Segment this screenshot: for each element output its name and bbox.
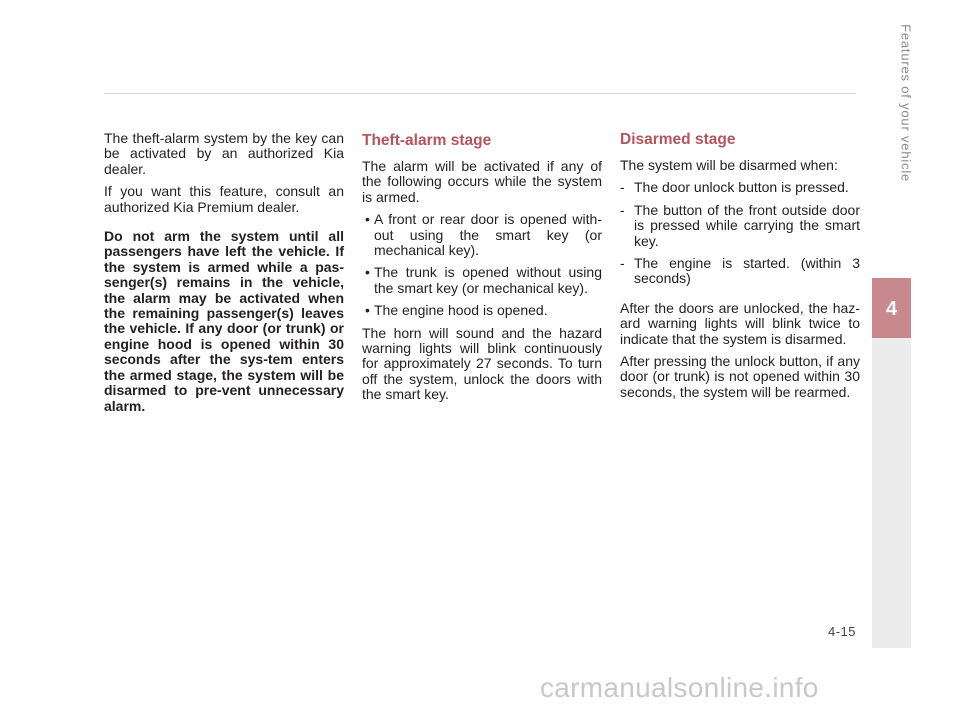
bullet-marker: •	[365, 264, 370, 281]
list-item	[362, 212, 602, 258]
list-item	[620, 256, 860, 287]
theft-alarm-stage-section	[362, 131, 602, 410]
chapter-title: Features of your vehicle	[898, 24, 914, 183]
list-item	[620, 180, 860, 195]
disarm-condition-list	[620, 180, 860, 286]
chapter-number: 4	[885, 298, 898, 320]
section-intro: The system will be disarmed when:	[620, 157, 838, 173]
list-item	[362, 303, 602, 318]
warning-text: Do not arm the system until all passengers have left the vehicle. If the system is armed while a pas-senger(s) remains in the vehicle, the alarm may be activated when the remaining passenger(s) leaves the vehicle. If any door (or trunk) or engine hood is opened within 30 seconds after the sys-tem enters the armed stage, the system will be disarmed to pre-vent unnecessary alarm.	[104, 228, 344, 414]
dash-marker: -	[620, 179, 625, 196]
after-paragraph: After pressing the unlock button, if any door (or trunk) is not opened within 30 seconds, the system will be rearmed.	[620, 353, 860, 400]
page-number: 4-15	[827, 624, 856, 639]
list-item-text: The door unlock button is pressed.	[634, 179, 849, 196]
section-outro: The horn will sound and the hazard warning lights will blink continuously for approximately 27 seconds. To turn off the system, unlock the doors with the smart key.	[362, 324, 602, 403]
list-item-text: The trunk is opened without using the smart key (or mechanical key).	[374, 264, 602, 296]
disarmed-stage-section	[620, 131, 860, 407]
list-item-text: A front or rear door is opened with-out using the smart key (or mechanical key).	[374, 211, 602, 259]
after-paragraph: After the doors are unlocked, the haz-ard warning lights will blink twice to indicate that the system is disarmed.	[620, 299, 860, 347]
top-divider	[104, 93, 856, 94]
section-intro: The alarm will be activated if any of the following occurs while the system is armed.	[362, 158, 602, 205]
list-item-text: The engine hood is opened.	[374, 302, 548, 319]
list-item	[362, 265, 602, 296]
bullet-marker: •	[365, 211, 370, 228]
watermark: carmanualsonline.info	[540, 672, 819, 703]
dash-marker: -	[620, 201, 625, 218]
dash-marker: -	[620, 255, 625, 272]
intro-paragraph: The theft-alarm system by the key can be activated by an authorized Kia dealer.	[104, 130, 344, 177]
alarm-trigger-list	[362, 212, 602, 318]
bullet-marker: •	[365, 302, 370, 319]
list-item	[620, 203, 860, 249]
list-item-text: The button of the front outside door is pressed while carrying the smart key.	[634, 201, 860, 249]
intro-paragraph: If you want this feature, consult an authorized Kia Premium dealer.	[104, 183, 344, 215]
list-item-text: The engine is started. (within 3 seconds)	[634, 255, 860, 287]
section-heading: Theft-alarm stage	[362, 132, 492, 149]
section-heading: Disarmed stage	[620, 131, 736, 148]
left-column	[104, 131, 344, 421]
